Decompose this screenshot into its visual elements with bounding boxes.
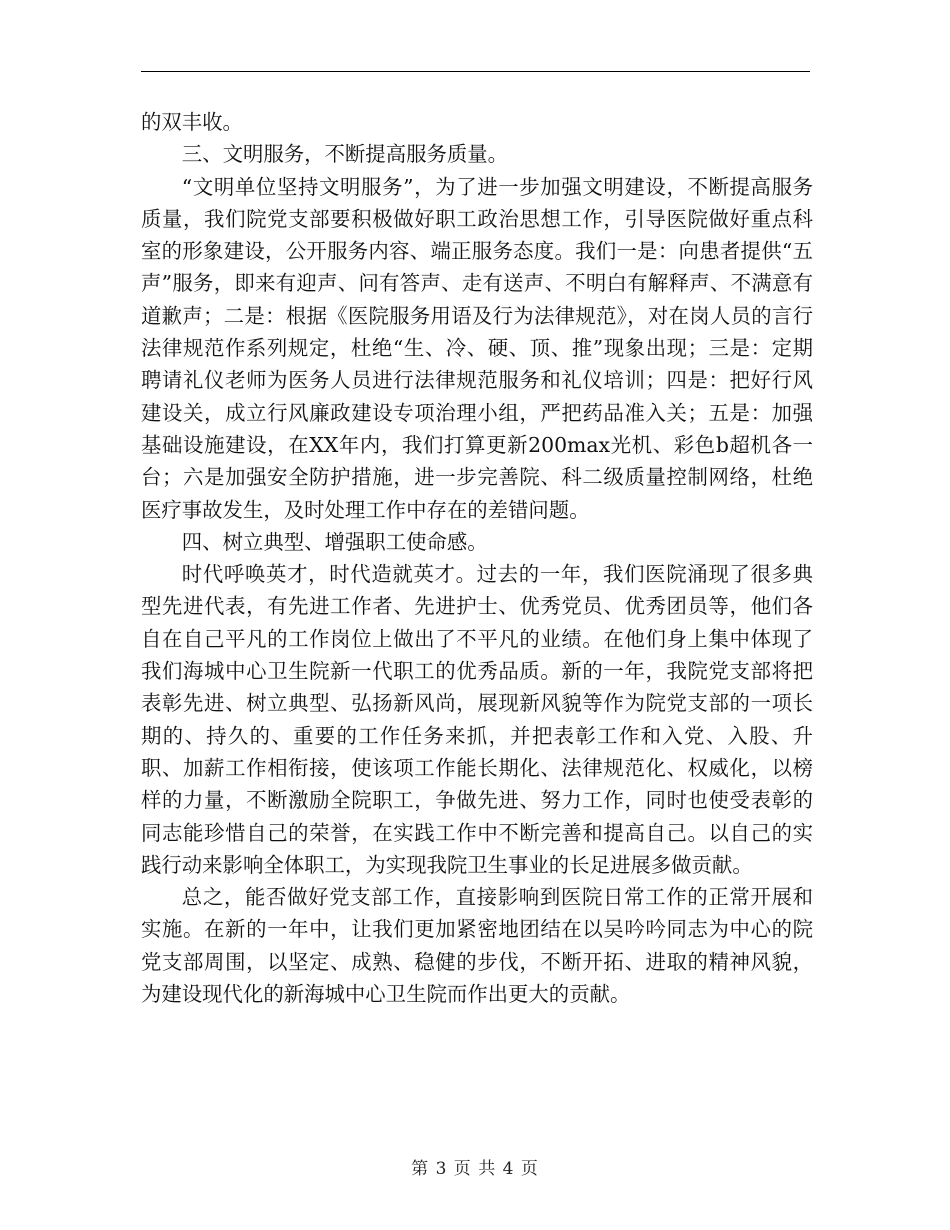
- paragraph-continuation: 的双丰收。: [141, 110, 243, 134]
- document-body: [141, 106, 813, 1010]
- section-heading-civilized-service: 三、文明服务，不断提高服务质量。: [181, 142, 509, 167]
- header-rule: [141, 71, 810, 72]
- page-number-footer: 第 3 页 共 4 页: [411, 1159, 539, 1179]
- paragraph-conclusion: 总之，能否做好党支部工作，直接影响到医院日常工作的正常开展和实施。在新的一年中，让我们更加紧密地团结在以吴吟吟同志为中心的院党支部周围，以坚定、成熟、稳健的步伐，不断开拓、进取的精神风貌，为建设现代化的新海城中心卫生院而作出更大的贡献。: [141, 885, 813, 1007]
- paragraph-civilized-service: “文明单位坚持文明服务”，为了进一步加强文明建设，不断提高服务质量，我们院党支部要积极做好职工政治思想工作，引导医院做好重点科室的形象建设，公开服务内容、端正服务态度。我们一是：向患者提供“五声”服务，即来有迎声、问有答声、走有送声、不明白有解释声、不满意有道歉声；二是：根据《医院服务用语及行为法律规范》，对在岗人员的言行法律规范作系列规定，杜绝“生、冷、硬、顶、推”现象出现；三是：定期聘请礼仪老师为医务人员进行法律规范服务和礼仪培训；四是：把好行风建设关，成立行风廉政建设专项治理小组，严把药品准入关；五是：加强基础设施建设，在XX年内，我们打算更新200max光机、彩色b超机各一台；六是加强安全防护措施，进一步完善院、科二级质量控制网络，杜绝医疗事故发生，及时处理工作中存在的差错问题。: [141, 174, 813, 522]
- section-heading-role-models: 四、树立典型、增强职工使命感。: [181, 529, 488, 554]
- paragraph-role-models: 时代呼唤英才，时代造就英才。过去的一年，我们医院涌现了很多典型先进代表，有先进工作者、先进护士、优秀党员、优秀团员等，他们各自在自己平凡的工作岗位上做出了不平凡的业绩。在他们身上集中体现了我们海城中心卫生院新一代职工的优秀品质。新的一年，我院党支部将把表彰先进、树立典型、弘扬新风尚，展现新风貌等作为院党支部的一项长期的、持久的、重要的工作任务来抓，并把表彰工作和入党、入股、升职、加薪工作相衔接，使该项工作能长期化、法律规范化、权威化，以榜样的力量，不断激励全院职工，争做先进、努力工作，同时也使受表彰的同志能珍惜自己的荣誉，在实践工作中不断完善和提高自己。以自己的实践行动来影响全体职工，为实现我院卫生事业的长足进展多做贡献。: [141, 562, 813, 877]
